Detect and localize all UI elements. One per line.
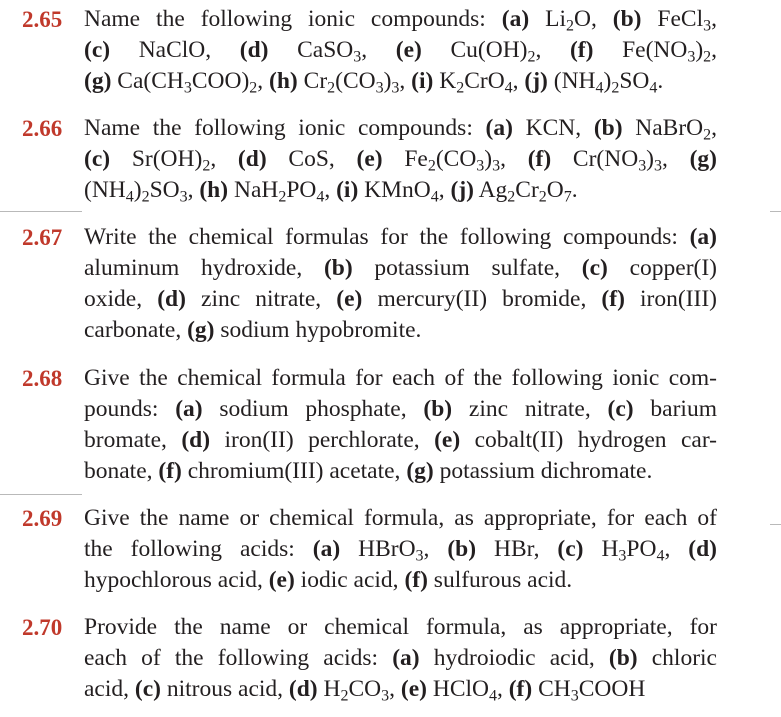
problem-text-line: Provide the name or chemical formula, as appropriate, for bbox=[84, 614, 717, 640]
problem-text-line: Name the following ionic compounds: (a) KCN, (b) NaBrO$_2$, bbox=[84, 115, 718, 144]
problem-number: 2.65 bbox=[22, 7, 63, 32]
problem-2-68 bbox=[0, 363, 781, 487]
problem-text-line: bonate, (f) chromium(III) acetate, (g) potassium dichromate. bbox=[84, 458, 653, 484]
divider bbox=[770, 524, 781, 525]
problem-2-66 bbox=[0, 113, 781, 206]
problem-number: 2.68 bbox=[22, 366, 63, 391]
problem-text-line: bromate, (d) iron(II) perchlorate, (e) cobalt(II) hydrogen car- bbox=[84, 427, 717, 453]
problem-text-line: the following acids: (a) HBrO$_3$, (b) HBr, (c) $H_3PO_4$, (d) bbox=[84, 536, 717, 565]
problem-number: 2.67 bbox=[22, 225, 63, 250]
problem-2-67 bbox=[0, 222, 781, 346]
problem-text-line: (c) NaClO, (d) CaSO$_3$, (e) $Cu(OH)_2$, (f) $Fe(NO_3)_2$, bbox=[84, 37, 718, 66]
problem-text-line: Write the chemical formulas for the following compounds: (a) bbox=[84, 224, 717, 250]
problem-2-69 bbox=[0, 503, 781, 596]
divider bbox=[770, 211, 781, 212]
problem-text-line: pounds: (a) sodium phosphate, (b) zinc nitrate, (c) barium bbox=[84, 396, 717, 422]
problem-text-line: Give the name or chemical formula, as appropriate, for each of bbox=[84, 505, 717, 531]
divider bbox=[0, 211, 82, 212]
problem-text-line: (g) $Ca(CH_3COO)_2$, (h) $Cr_2(CO_3)_3$, (i) $K_2CrO_4$, (j) $(NH_4)_2SO_4$. bbox=[84, 68, 664, 97]
problem-text-line: aluminum hydroxide, (b) potassium sulfate, (c) copper(I) bbox=[84, 255, 717, 281]
problem-2-65 bbox=[0, 4, 781, 97]
problem-text-line: oxide, (d) zinc nitrate, (e) mercury(II) bromide, (f) iron(III) bbox=[84, 286, 717, 312]
problem-2-70 bbox=[0, 612, 781, 705]
problem-text-line: $(NH_4)_2SO_3$, (h) $NaH_2PO_4$, (i) KMnO$_4$, (j) $Ag_2Cr_2O_7$. bbox=[84, 177, 578, 206]
problem-text-line: (c) $Sr(OH)_2$, (d) CoS, (e) $Fe_2(CO_3)_3$, (f) $Cr(NO_3)_3$, (g) bbox=[84, 146, 717, 175]
problem-text-line: carbonate, (g) sodium hypobromite. bbox=[84, 317, 422, 343]
problem-number: 2.66 bbox=[22, 116, 63, 141]
problem-text-line: hypochlorous acid, (e) iodic acid, (f) sulfurous acid. bbox=[84, 567, 573, 593]
problem-number: 2.70 bbox=[22, 615, 63, 640]
problem-text-line: Give the chemical formula for each of the following ionic com- bbox=[84, 365, 717, 391]
divider bbox=[0, 494, 82, 495]
problem-text-line: Name the following ionic compounds: (a) $Li_2O$, (b) FeCl$_3$, bbox=[84, 6, 717, 35]
problem-text-line: each of the following acids: (a) hydroiodic acid, (b) chloric bbox=[84, 645, 717, 671]
problem-text-line: acid, (c) nitrous acid, (d) $H_2CO_3$, (e) HClO$_4$, (f) $CH_3COOH$ bbox=[84, 676, 646, 705]
problem-number: 2.69 bbox=[22, 506, 63, 531]
